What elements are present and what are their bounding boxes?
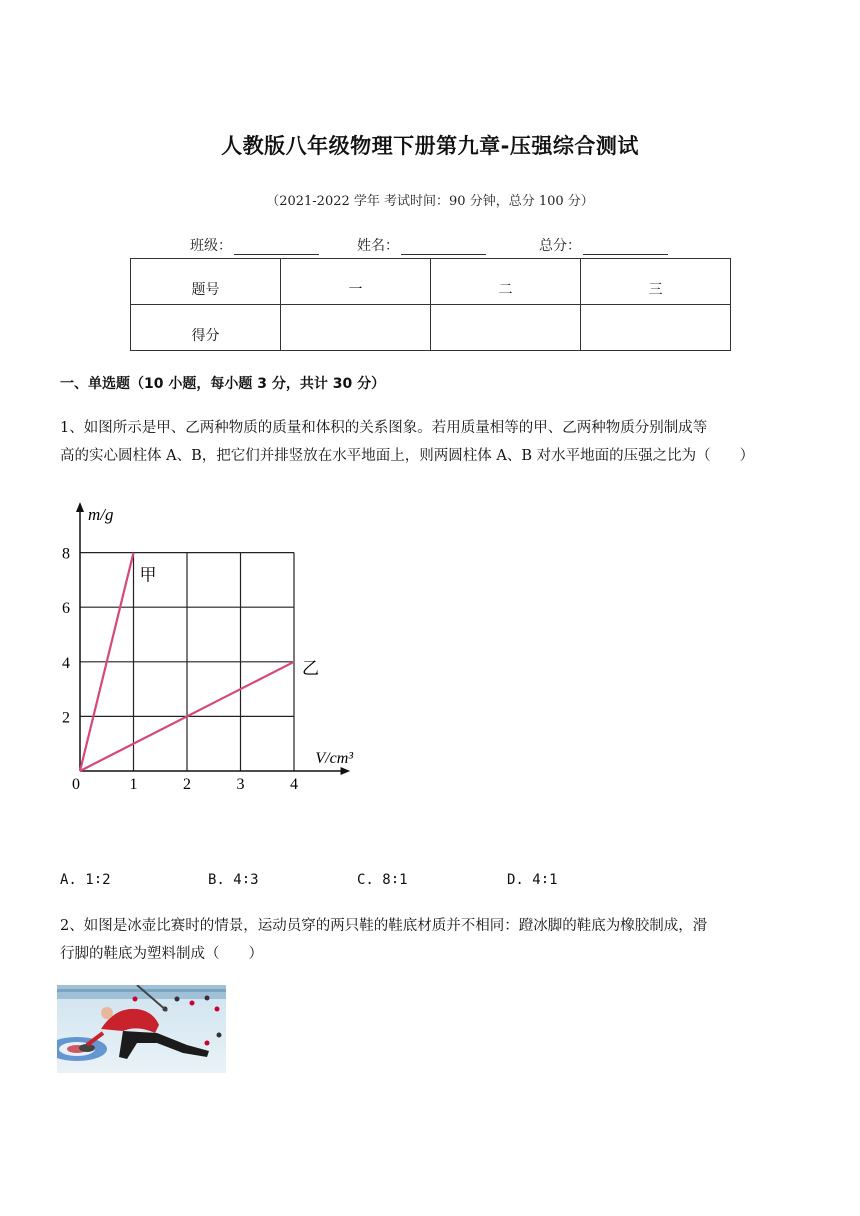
series-label-1: 甲 <box>139 565 157 586</box>
question-1 <box>60 414 805 470</box>
option-c[interactable]: C. 8∶1 <box>357 872 408 888</box>
class-field <box>190 235 319 255</box>
series-label-2: 乙 <box>302 658 319 679</box>
total-field <box>539 235 668 255</box>
y-axis-label: m/g <box>88 505 114 524</box>
curling-photo <box>57 985 226 1073</box>
name-label: 姓名： <box>357 238 399 254</box>
y-tick-label: 8 <box>62 545 70 563</box>
y-tick-label: 2 <box>62 709 70 727</box>
y-tick-label: 6 <box>62 600 70 618</box>
total-blank <box>583 241 668 255</box>
x-tick-label: 4 <box>290 776 298 793</box>
question-1-line-2: 高的实心圆柱体 A、B，把它们并排竖放在水平地面上，则两圆柱体 A、B 对水平地面的压强之比为（ ） <box>60 448 755 464</box>
page-title: 人教版八年级物理下册第九章-压强综合测试 <box>221 134 639 158</box>
score-table <box>130 258 731 351</box>
x-tick-label: 2 <box>183 776 191 793</box>
x-tick-label: 1 <box>129 776 138 793</box>
option-b[interactable]: B. 4∶3 <box>208 872 259 888</box>
score-table-score-row <box>131 305 731 351</box>
mass-volume-graph <box>52 498 372 798</box>
question-1-line-1: 1、如图所示是甲、乙两种物质的质量和体积的关系图象。若用质量相等的甲、乙两种物质分别制成等 <box>60 420 708 436</box>
x-tick-label: 3 <box>236 776 245 793</box>
score-cell: 得分 <box>131 305 281 351</box>
score-table-header-row <box>131 259 731 305</box>
x-axis-arrow <box>341 767 351 775</box>
class-label: 班级： <box>190 238 232 254</box>
x-tick-label: 0 <box>72 776 80 793</box>
question-2-line-2: 行脚的鞋底为塑料制成（ ） <box>60 946 263 962</box>
y-axis-arrow <box>76 502 84 512</box>
option-a[interactable]: A. 1∶2 <box>60 872 111 888</box>
x-axis-label: V/cm³ <box>315 750 354 767</box>
score-input-cell[interactable] <box>581 305 731 351</box>
score-cell: 一 <box>281 259 431 305</box>
score-cell: 三 <box>581 259 731 305</box>
class-blank <box>234 241 319 255</box>
section-heading: 一、单选题（10 小题，每小题 3 分，共计 30 分） <box>60 376 386 392</box>
question-2 <box>60 912 805 968</box>
question-2-line-1: 2、如图是冰壶比赛时的情景，运动员穿的两只鞋的鞋底材质并不相同：蹬冰脚的鞋底为橡胶制成，滑 <box>60 918 708 934</box>
name-blank <box>401 241 486 255</box>
option-d[interactable]: D. 4∶1 <box>507 872 558 888</box>
score-input-cell[interactable] <box>281 305 431 351</box>
name-field <box>357 235 486 255</box>
score-cell: 二 <box>431 259 581 305</box>
total-label: 总分： <box>539 238 581 254</box>
score-input-cell[interactable] <box>431 305 581 351</box>
y-tick-label: 4 <box>62 654 70 672</box>
score-cell: 题号 <box>131 259 281 305</box>
exam-subtitle: （2021-2022 学年 考试时间：90 分钟，总分 100 分） <box>266 194 594 209</box>
